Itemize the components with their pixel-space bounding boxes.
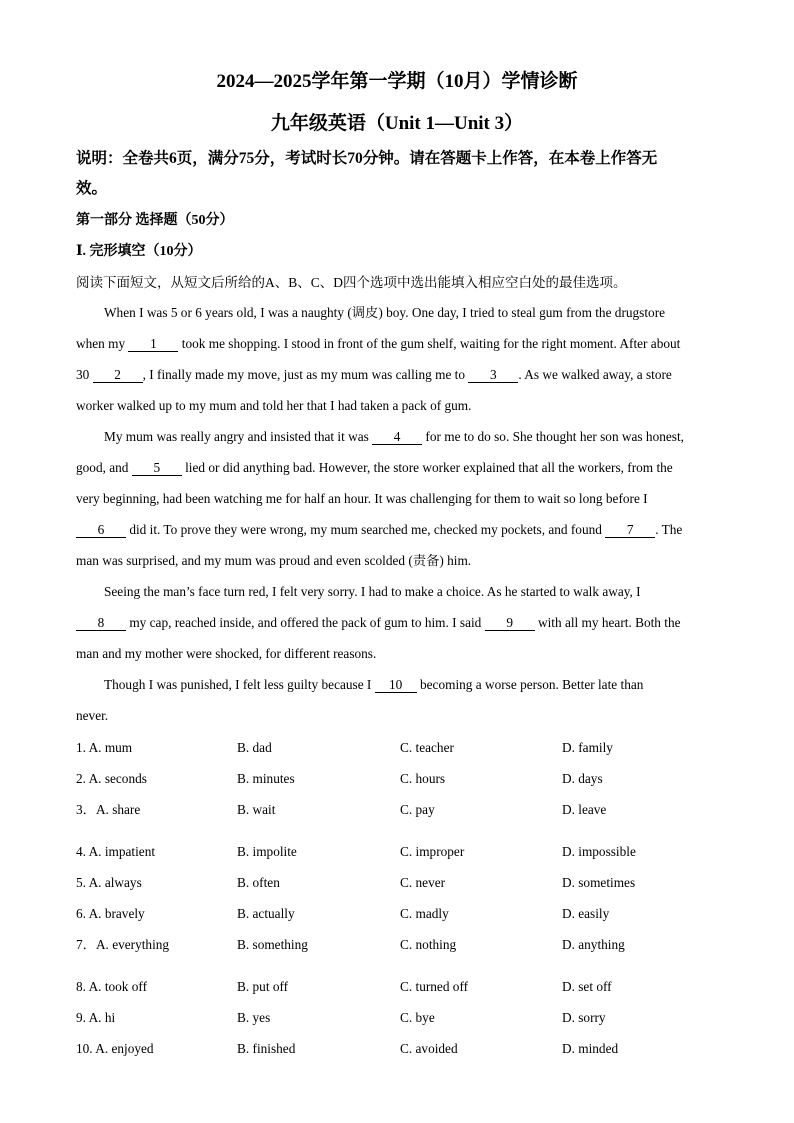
cloze-passage xyxy=(76,297,716,731)
passage-line: When I was 5 or 6 years old, I was a naughty (调皮) boy. One day, I tried to steal gum from the drugstore xyxy=(104,305,666,320)
answer-options xyxy=(76,738,726,1070)
option-b: B. something xyxy=(237,937,308,952)
page-title: 2024—2025学年第一学期（10月）学情诊断 xyxy=(216,71,578,92)
passage-line: good, and 5 lied or did anything bad. However, the store worker explained that all the workers, from the xyxy=(76,460,673,475)
option-c: C. madly xyxy=(400,906,449,921)
blank-2: 2 xyxy=(93,368,143,383)
part-heading: 第一部分 选择题（50分） xyxy=(76,213,234,228)
option-d: D. sorry xyxy=(562,1010,606,1025)
exam-note-line-2: 效。 xyxy=(76,180,108,197)
option-c: C. improper xyxy=(400,844,465,859)
blank-3: 3 xyxy=(468,368,518,383)
option-c: C. hours xyxy=(400,771,446,786)
option-a: 3．A. share xyxy=(76,802,141,817)
exam-note-line-1: 说明：全卷共6页，满分75分，考试时长70分钟。请在答题卡上作答，在本卷上作答无 xyxy=(76,150,658,167)
option-row-3 xyxy=(76,800,726,842)
passage-line: man was surprised, and my mum was proud and even scolded (责备) him. xyxy=(76,553,472,568)
option-d: D. days xyxy=(562,771,603,786)
option-a: 10. A. enjoyed xyxy=(76,1041,154,1056)
option-a: 9. A. hi xyxy=(76,1010,116,1025)
option-c: C. teacher xyxy=(400,740,454,755)
option-row-6 xyxy=(76,904,726,935)
option-c: C. nothing xyxy=(400,937,457,952)
blank-1: 1 xyxy=(128,337,178,352)
option-row-7 xyxy=(76,935,726,977)
option-b: B. actually xyxy=(237,906,295,921)
option-a: 8. A. took off xyxy=(76,979,148,994)
passage-line: very beginning, had been watching me for half an hour. It was challenging for them to wait so long before I xyxy=(76,491,648,506)
option-b: B. impolite xyxy=(237,844,297,859)
option-c: C. pay xyxy=(400,802,435,817)
option-c: C. turned off xyxy=(400,979,469,994)
page-subtitle: 九年级英语（Unit 1—Unit 3） xyxy=(270,113,524,134)
blank-6: 6 xyxy=(76,523,126,538)
option-row-1 xyxy=(76,738,726,769)
option-b: B. put off xyxy=(237,979,289,994)
option-row-4 xyxy=(76,842,726,873)
option-a: 5. A. always xyxy=(76,875,142,890)
option-row-2 xyxy=(76,769,726,800)
option-b: B. often xyxy=(237,875,280,890)
blank-4: 4 xyxy=(372,430,422,445)
option-a: 6. A. bravely xyxy=(76,906,145,921)
option-b: B. minutes xyxy=(237,771,295,786)
option-c: C. never xyxy=(400,875,446,890)
passage-line: 30 2 , I finally made my move, just as my mum was calling me to 3 . As we walked away, a store xyxy=(76,367,672,382)
option-row-10 xyxy=(76,1039,726,1070)
option-d: D. sometimes xyxy=(562,875,636,890)
passage-line: when my 1 took me shopping. I stood in front of the gum shelf, waiting for the right moment. After about xyxy=(76,336,681,351)
option-a: 7．A. everything xyxy=(76,937,170,952)
option-b: B. finished xyxy=(237,1041,296,1056)
option-a: 2. A. seconds xyxy=(76,771,147,786)
passage-line: worker walked up to my mum and told her that I had taken a pack of gum. xyxy=(76,398,472,413)
passage-line: 6 did it. To prove they were wrong, my mum searched me, checked my pockets, and found 7 . The xyxy=(76,514,716,545)
option-row-5 xyxy=(76,873,726,904)
option-d: D. family xyxy=(562,740,613,755)
passage-line: 8 my cap, reached inside, and offered the pack of gum to him. I said 9 with all my heart. Both the xyxy=(76,607,716,638)
blank-7: 7 xyxy=(605,523,655,538)
passage-line: man and my mother were shocked, for different reasons. xyxy=(76,646,377,661)
passage-line: never. xyxy=(76,708,109,723)
option-b: B. wait xyxy=(237,802,276,817)
passage-line: Seeing the man’s face turn red, I felt very sorry. I had to make a choice. As he started to walk away, I xyxy=(104,584,641,599)
option-d: D. minded xyxy=(562,1041,619,1056)
option-d: D. anything xyxy=(562,937,625,952)
passage-line: My mum was really angry and insisted that it was 4 for me to do so. She thought her son was honest, xyxy=(104,429,684,444)
option-a: 4. A. impatient xyxy=(76,844,156,859)
option-c: C. avoided xyxy=(400,1041,458,1056)
option-b: B. dad xyxy=(237,740,272,755)
option-d: D. impossible xyxy=(562,844,636,859)
passage-line: Though I was punished, I felt less guilty because I 10 becoming a worse person. Better late than xyxy=(104,677,644,692)
option-c: C. bye xyxy=(400,1010,435,1025)
option-d: D. set off xyxy=(562,979,612,994)
blank-9: 9 xyxy=(485,616,535,631)
option-b: B. yes xyxy=(237,1010,271,1025)
section-instruction: 阅读下面短文，从短文后所给的A、B、C、D四个选项中选出能填入相应空白处的最佳选项。 xyxy=(76,275,627,290)
option-row-9 xyxy=(76,1008,726,1039)
option-a: 1. A. mum xyxy=(76,740,133,755)
blank-5: 5 xyxy=(132,461,182,476)
section-heading: Ⅰ. 完形填空（10分） xyxy=(76,244,202,259)
option-row-8 xyxy=(76,977,726,1008)
option-d: D. leave xyxy=(562,802,607,817)
blank-10: 10 xyxy=(375,678,417,693)
blank-8: 8 xyxy=(76,616,126,631)
option-d: D. easily xyxy=(562,906,610,921)
